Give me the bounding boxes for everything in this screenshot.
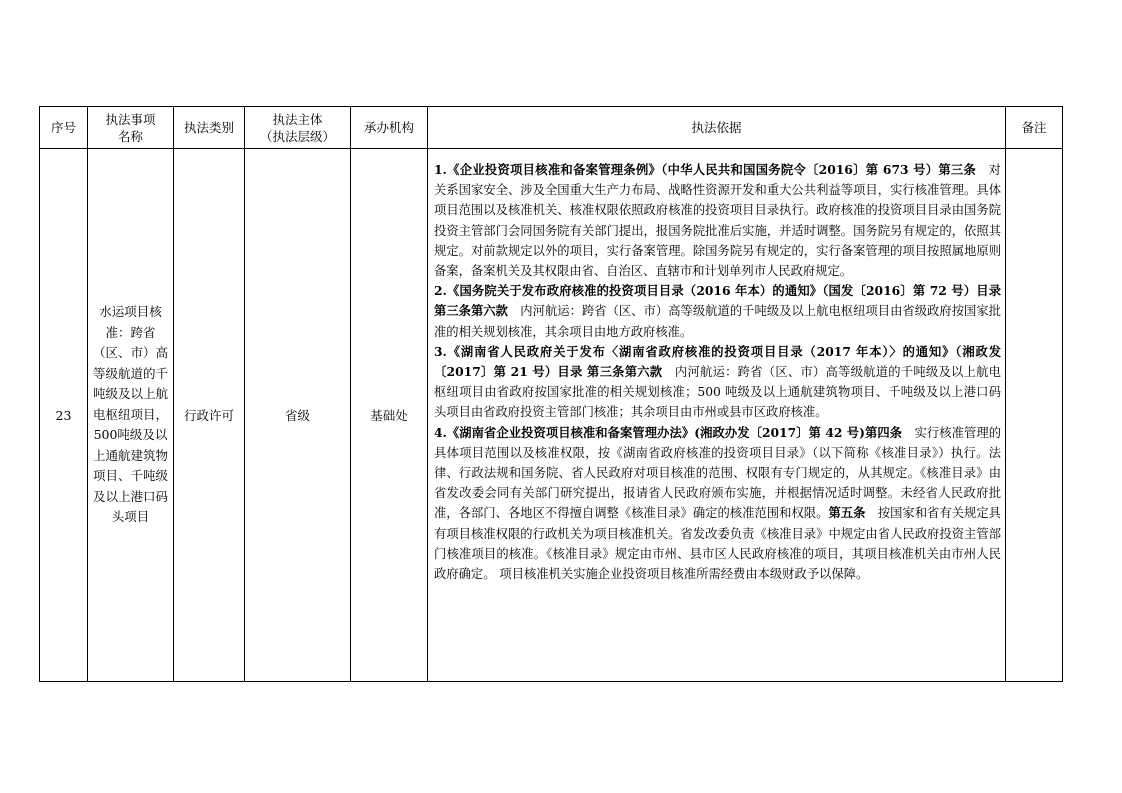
cell-subject: 省级 (245, 149, 351, 682)
basis-item-3 (434, 342, 1001, 423)
header-basis: 执法依据 (428, 107, 1006, 149)
header-name-line2: 名称 (117, 128, 143, 144)
basis-item-4-title: 4.《湖南省企业投资项目核准和备案管理办法》(湘政办发〔2017〕第 42 号)第四条 (434, 424, 903, 440)
basis-item-4-title2: 第五条 (828, 505, 866, 521)
basis-item-4 (434, 423, 1001, 585)
basis-item-3-title: 3.《湖南省人民政府关于发布〈湖南省政府核准的投资项目目录（2017 年本）〉的通知》（湘政发〔2017〕第 21 号）目录 第三条第六款 (434, 343, 1001, 380)
basis-item-3-text: 内河航运：跨省（区、市）高等级航道的千吨级及以上航电枢纽项目由省政府按国家批准的相关规划核准；500 吨级及以上通航建筑物项目、千吨级及以上港口码头项目由省政府投资主管部门核准；其余项目由市州或县市区政府核准。 (434, 365, 1001, 420)
header-subject (245, 107, 351, 149)
header-name (88, 107, 174, 149)
cell-agency: 基础处 (351, 149, 428, 682)
basis-item-2-title: 2.《国务院关于发布政府核准的投资项目目录（2016 年本）的通知》（国发〔2016〕第 72 号）目录 第三条第六款 (434, 283, 1001, 319)
cell-remark (1006, 149, 1063, 682)
table-row (40, 149, 1063, 682)
header-remark: 备注 (1006, 107, 1063, 149)
basis-item-4-text2: 按国家和省有关规定具有项目核准权限的行政机关为项目核准机关。省发改委负责《核准目录》中规定由省人民政府投资主管部门核准项目的核准。《核准目录》规定由市州、县市区人民政府核准的项目，其项目核准机关由市州人民政府确定。 项目核准机关实施企业投资项目核准所需经费由本级财政予以保障。 (434, 506, 1001, 582)
header-name-line1: 执法事项 (105, 111, 156, 127)
enforcement-table (39, 106, 1063, 682)
cell-seq: 23 (40, 149, 88, 682)
header-seq: 序号 (40, 107, 88, 149)
cell-category: 行政许可 (174, 149, 245, 682)
basis-item-2-text: 内河航运：跨省（区、市）高等级航道的千吨级及以上航电枢纽项目由省级政府按国家批准的相关规划核准，其余项目由地方政府核准。 (434, 304, 1001, 339)
header-subject-line1: 执法主体 (272, 111, 323, 127)
cell-name: 水运项目核准：跨省（区、市）高等级航道的千吨级及以上航电枢纽项目，500吨级及以上通航建筑物项目、千吨级及以上港口码头项目 (88, 149, 174, 682)
header-agency: 承办机构 (351, 107, 428, 149)
header-row (40, 107, 1063, 149)
basis-item-1 (434, 160, 1001, 281)
header-subject-line2: （执法层级） (259, 128, 335, 144)
header-category: 执法类别 (174, 107, 245, 149)
basis-item-4-text: 实行核准管理的具体项目范围以及核准权限，按《湖南省政府核准的投资项目目录》（以下简称《核准目录》）执行。法律、行政法规和国务院、省人民政府对项目核准的范围、权限有专门规定的，从其规定。《核准目录》由省发改委会同有关部门研究提出，报请省人民政府颁布实施，并根据情况适时调整。未经省人民政府批准，各部门、各地区不得擅自调整《核准目录》确定的核准范围和权限。 (434, 425, 1001, 521)
basis-item-1-text: 对关系国家安全、涉及全国重大生产力布局、战略性资源开发和重大公共利益等项目，实行核准管理。具体项目范围以及核准机关、核准权限依照政府核准的投资项目目录执行。政府核准的投资项目目录由国务院投资主管部门会同国务院有关部门提出，报国务院批准后实施，并适时调整。国务院另有规定的，依照其规定。对前款规定以外的项目，实行备案管理。除国务院另有规定的，实行备案管理的项目按照属地原则备案，备案机关及其权限由省、自治区、直辖市和计划单列市人民政府规定。 (434, 163, 1001, 279)
basis-item-2 (434, 281, 1001, 342)
cell-basis (428, 149, 1006, 682)
basis-item-1-title: 1.《企业投资项目核准和备案管理条例》（中华人民共和国国务院令〔2016〕第 673 号）第三条 (434, 162, 977, 177)
